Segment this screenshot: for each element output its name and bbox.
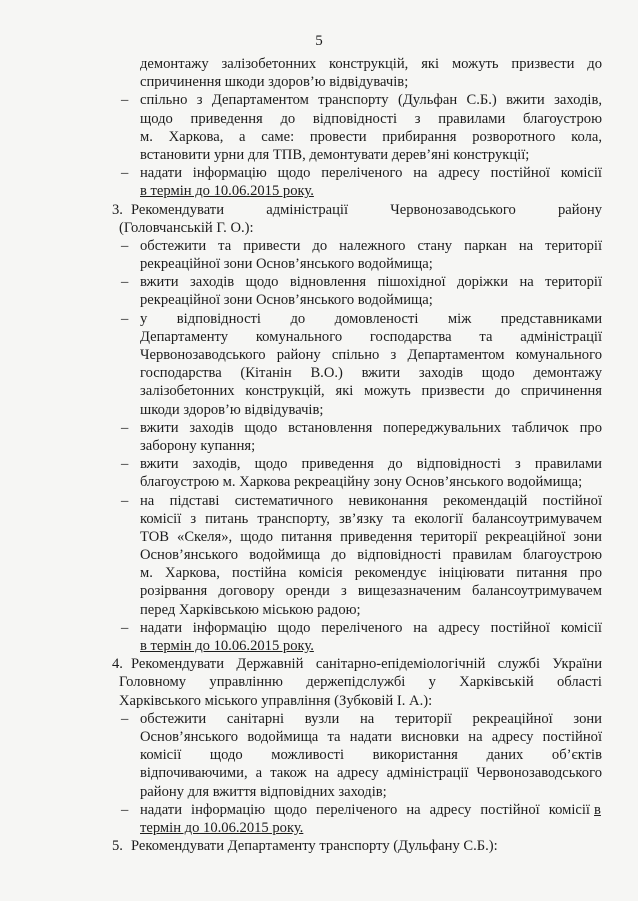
line-text: комісії щодо можливості використання даних об’єктів <box>140 747 602 764</box>
line-text: спричинення шкоди здоров’ю відвідувачів; <box>140 74 409 91</box>
text-line <box>0 655 638 673</box>
document-body <box>0 55 638 855</box>
line-text: Рекомендувати Державній санітарно-епідеміологічній службі України <box>131 656 602 673</box>
text-line <box>0 837 638 855</box>
text-line <box>0 437 638 455</box>
line-text: шкоди здоров’ю відвідувачів; <box>140 401 324 418</box>
line-text: в термін до 10.06.2015 року. <box>140 638 314 654</box>
line-text: Головному управлінню держепідслужбі у Харківській області <box>119 674 602 691</box>
text-line <box>0 55 638 73</box>
text-line <box>0 328 638 346</box>
text-line <box>0 255 638 273</box>
text-line <box>0 510 638 528</box>
line-text: в термін до 10.06.2015 року. <box>140 183 314 200</box>
line-text: обстежити та привести до належного стану паркан на території <box>140 237 602 254</box>
text-line <box>0 601 638 619</box>
list-number: 3. <box>112 201 123 218</box>
text-line <box>0 564 638 582</box>
page-number: 5 <box>315 33 323 49</box>
text-line <box>0 473 638 491</box>
text-line <box>0 110 638 128</box>
text-line <box>0 128 638 146</box>
line-text: обстежити санітарні вузли на території рекреаційної зони <box>140 710 602 727</box>
line-text: вжити заходів, щодо приведення до відповідності з правилами <box>140 456 602 473</box>
list-dash: – <box>121 801 129 818</box>
text-line <box>0 637 638 655</box>
text-line <box>0 146 638 164</box>
text-line <box>0 746 638 764</box>
text-line <box>0 291 638 309</box>
list-dash: – <box>121 310 129 327</box>
text-line <box>0 201 638 219</box>
line-text: вжити заходів щодо відновлення пішохідної доріжки на території <box>140 274 602 291</box>
line-text: рекреаційної зони Основ’янського водоймища; <box>140 256 433 273</box>
text-line <box>0 801 638 819</box>
text-line <box>0 237 638 255</box>
line-text: господарства (Кітанін В.О.) вжити заходів щодо демонтажу <box>140 365 602 382</box>
line-text: встановити урни для ТПВ, демонтувати дерев’яні конструкції; <box>140 146 530 163</box>
list-number: 5. <box>112 838 123 855</box>
text-line <box>0 528 638 546</box>
line-text: термін до 10.06.2015 року. <box>140 819 304 836</box>
line-text: Червонозаводського району спільно з Департаментом комунального <box>140 347 602 363</box>
line-text: заборону купання; <box>140 437 256 454</box>
text-line <box>0 219 638 237</box>
text-line <box>0 346 638 364</box>
text-line <box>0 582 638 600</box>
line-text: на підставі систематичного невиконання рекомендацій постійної <box>140 492 602 509</box>
line-text: комісії з питань транспорту, зв’язку та екології балансоутримувачем <box>140 510 602 527</box>
line-text: залізобетонних конструкцій, які можуть призвести до спричинення <box>140 383 602 400</box>
list-dash: – <box>121 710 129 727</box>
text-line <box>0 764 638 782</box>
line-text: рекреаційної зони Основ’янського водоймища; <box>140 292 433 309</box>
line-text: щодо приведення до відповідності з правилами благоустрою <box>140 110 602 127</box>
text-line <box>0 401 638 419</box>
text-line <box>0 73 638 91</box>
text-line <box>0 273 638 291</box>
text-line <box>0 546 638 564</box>
line-text: вжити заходів щодо встановлення попереджувальних табличок про <box>140 419 602 436</box>
line-text: розірвання договору оренди з вищезазначеним балансоутримувачем <box>140 583 602 600</box>
text-line <box>0 455 638 473</box>
text-line <box>0 692 638 710</box>
text-line <box>0 91 638 109</box>
line-tail: в <box>594 801 601 818</box>
text-line <box>0 819 638 837</box>
text-line <box>0 419 638 437</box>
line-text: надати інформацію щодо переліченого на адресу постійної комісії <box>140 165 602 182</box>
list-number: 4. <box>112 656 123 673</box>
text-line <box>0 710 638 728</box>
list-dash: – <box>121 237 129 254</box>
text-line <box>0 164 638 182</box>
line-text: Департаменту комунального господарства та адміністрації <box>140 328 602 345</box>
line-text: благоустрою м. Харкова рекреаційну зону Основ’янського водоймища; <box>140 474 583 491</box>
line-text: відпочиваючими, а також на адресу адміністрації Червонозаводського <box>140 765 602 782</box>
text-line <box>0 619 638 637</box>
line-text: надати інформацію щодо переліченого на адресу постійної комісії <box>140 619 602 636</box>
line-text: м. Харкова, а саме: провести прибирання розворотного кола, <box>140 128 602 145</box>
list-dash: – <box>121 456 129 473</box>
text-line <box>0 382 638 400</box>
text-line <box>0 182 638 200</box>
line-text: району для вжиття відповідних заходів; <box>140 783 387 800</box>
line-text: демонтажу залізобетонних конструкцій, які можуть призвести до <box>140 56 602 72</box>
line-text: (Головчанській Г. О.): <box>119 219 254 236</box>
list-dash: – <box>121 619 129 636</box>
line-text: Основ’янського водоймища до відповідності правилам благоустрою <box>140 547 602 564</box>
line-text: Основ’янського водоймища та надати висновки на адресу постійної <box>140 728 602 745</box>
text-line <box>0 310 638 328</box>
line-text: надати інформацію щодо переліченого на адресу постійної комісії <box>140 801 590 818</box>
list-dash: – <box>121 419 129 436</box>
list-dash: – <box>121 274 129 291</box>
text-line <box>0 783 638 801</box>
line-text: Рекомендувати Департаменту транспорту (Дульфану С.Б.): <box>131 838 498 855</box>
line-text: у відповідності до домовленості між представниками <box>140 310 602 327</box>
list-dash: – <box>121 492 129 509</box>
line-text: перед Харківською міською радою; <box>140 601 361 618</box>
line-text: спільно з Департаментом транспорту (Дульфан С.Б.) вжити заходів, <box>140 92 602 109</box>
text-line <box>0 728 638 746</box>
text-line <box>0 364 638 382</box>
line-text: Харківського міського управління (Зубковій І. А.): <box>119 692 433 709</box>
list-dash: – <box>121 92 129 109</box>
text-line <box>0 492 638 510</box>
line-text: м. Харкова, постійна комісія рекомендує ініціювати питання про <box>140 565 602 582</box>
text-line <box>0 673 638 691</box>
list-dash: – <box>121 165 129 182</box>
line-text: Рекомендувати адміністрації Червонозаводського району <box>131 201 602 218</box>
line-text: ТОВ «Скеля», щодо питання приведення території рекреаційної зони <box>140 528 602 545</box>
